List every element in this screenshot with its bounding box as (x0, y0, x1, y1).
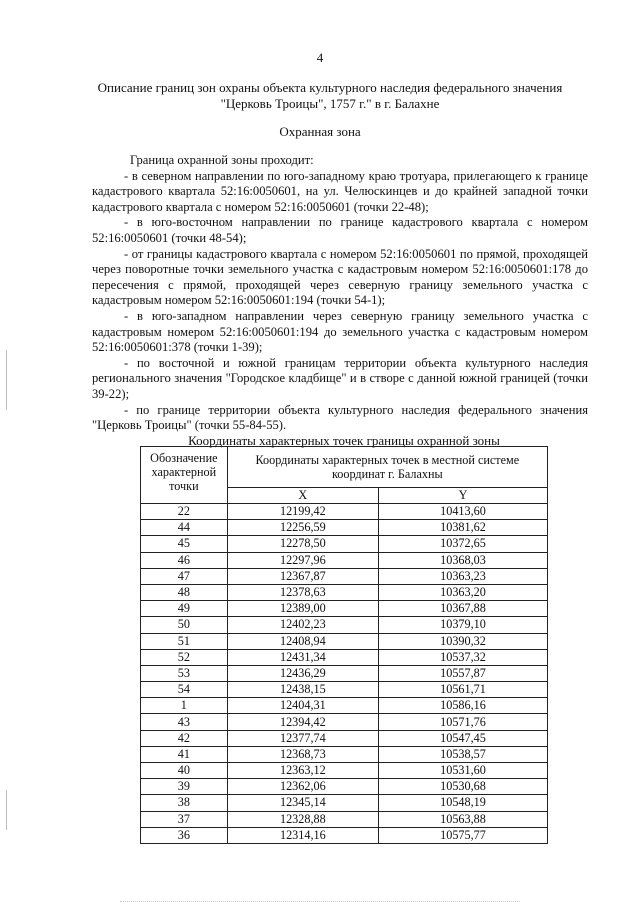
cell-x: 12389,00 (227, 601, 378, 617)
table-row (141, 649, 548, 665)
cell-point: 53 (141, 665, 228, 681)
cell-point: 52 (141, 649, 228, 665)
cell-point: 44 (141, 520, 228, 536)
cell-x: 12345,14 (227, 795, 378, 811)
cell-x: 12199,42 (227, 504, 378, 520)
cell-y: 10547,45 (378, 730, 547, 746)
table-row (141, 811, 548, 827)
cell-point: 39 (141, 779, 228, 795)
cell-y: 10367,88 (378, 601, 547, 617)
cell-point: 40 (141, 763, 228, 779)
cell-x: 12408,94 (227, 633, 378, 649)
cell-x: 12438,15 (227, 682, 378, 698)
boundary-paragraph: - в юго-восточном направлении по границе кадастрового квартала с номером 52:16:0050601 (точки 48-54); (92, 215, 588, 245)
cell-point: 48 (141, 584, 228, 600)
cell-y: 10530,68 (378, 779, 547, 795)
cell-y: 10363,20 (378, 584, 547, 600)
cell-point: 51 (141, 633, 228, 649)
cell-point: 37 (141, 811, 228, 827)
cell-point: 54 (141, 682, 228, 698)
cell-y: 10372,65 (378, 536, 547, 552)
cell-point: 1 (141, 698, 228, 714)
title-line-2: "Церковь Троицы", 1757 г." в г. Балахне (220, 96, 440, 111)
table-row (141, 682, 548, 698)
boundary-description (92, 153, 588, 434)
cell-point: 42 (141, 730, 228, 746)
document-title (60, 80, 600, 112)
cell-point: 50 (141, 617, 228, 633)
table-row (141, 601, 548, 617)
cell-point: 45 (141, 536, 228, 552)
boundary-paragraph: - от границы кадастрового квартала с номером 52:16:0050601 по прямой, проходящей через поворотные точки земельного участка с кадастровым номером 52:16:0050601:178 до пересечения с прямой, проходящей через северную границу земельного участка с кадастровым номером 52:16:0050601:194 (точки 54-1); (92, 246, 588, 308)
table-row (141, 665, 548, 681)
cell-point: 43 (141, 714, 228, 730)
cell-y: 10381,62 (378, 520, 547, 536)
scan-bottom-edge (120, 901, 520, 903)
cell-y: 10563,88 (378, 811, 547, 827)
cell-point: 36 (141, 827, 228, 843)
title-line-1: Описание границ зон охраны объекта культурного наследия федерального значения (97, 80, 563, 95)
cell-y: 10571,76 (378, 714, 547, 730)
table-row (141, 714, 548, 730)
boundary-paragraph: - в юго-западном направлении через северную границу земельного участка с кадастровым номером 52:16:0050601:194 до земельного участка с кадастровым номером 52:16:0050601:378 (точки 1-39); (92, 308, 588, 355)
cell-point: 41 (141, 746, 228, 762)
cell-x: 12367,87 (227, 568, 378, 584)
cell-y: 10538,57 (378, 746, 547, 762)
table-row (141, 763, 548, 779)
cell-x: 12362,06 (227, 779, 378, 795)
cell-x: 12363,12 (227, 763, 378, 779)
header-x: X (227, 488, 378, 504)
cell-point: 49 (141, 601, 228, 617)
page-number: 4 (316, 50, 324, 65)
cell-y: 10531,60 (378, 763, 547, 779)
cell-y: 10557,87 (378, 665, 547, 681)
cell-x: 12328,88 (227, 811, 378, 827)
table-row (141, 779, 548, 795)
table-row (141, 617, 548, 633)
boundary-paragraph: - по восточной и южной границам территории объекта культурного наследия регионального значения "Городское кладбище" и в створе с данной южной границей (точки 39-22); (92, 355, 588, 401)
table-row (141, 584, 548, 600)
table-row (141, 730, 548, 746)
intro-paragraph: Граница охранной зоны проходит: (130, 153, 314, 167)
cell-point: 22 (141, 504, 228, 520)
table-row (141, 520, 548, 536)
cell-y: 10548,19 (378, 795, 547, 811)
header-coordinates: Координаты характерных точек в местной системе координат г. Балахны (227, 447, 547, 488)
cell-point: 46 (141, 552, 228, 568)
cell-x: 12394,42 (227, 714, 378, 730)
cell-x: 12278,50 (227, 536, 378, 552)
boundary-paragraph: - по границе территории объекта культурного наследия федерального значения "Церковь Троицы" (точки 55-84-55). (92, 402, 588, 433)
cell-x: 12378,63 (227, 584, 378, 600)
table-row (141, 698, 548, 714)
cell-y: 10390,32 (378, 633, 547, 649)
boundary-paragraph: - в северном направлении по юго-западному краю тротуара, прилегающего к границе кадастрового квартала 52:16:0050601, на ул. Челюскинцев и до крайней западной точки кадастрового квартала с номером 52:16:0050601 (точки 22-48); (92, 168, 588, 214)
table-row (141, 827, 548, 843)
section-subtitle: Охранная зона (279, 124, 361, 139)
cell-x: 12314,16 (227, 827, 378, 843)
coordinates-body (141, 504, 548, 844)
cell-point: 47 (141, 568, 228, 584)
scan-edge-mark (6, 790, 7, 830)
cell-x: 12297,96 (227, 552, 378, 568)
table-row (141, 552, 548, 568)
cell-x: 12377,74 (227, 730, 378, 746)
table-row (141, 795, 548, 811)
table-row (141, 536, 548, 552)
cell-x: 12256,59 (227, 520, 378, 536)
header-y: Y (378, 488, 547, 504)
table-row (141, 633, 548, 649)
cell-y: 10363,23 (378, 568, 547, 584)
header-point: Обозначение характерной точки (141, 447, 228, 504)
cell-y: 10586,16 (378, 698, 547, 714)
cell-point: 38 (141, 795, 228, 811)
table-row (141, 568, 548, 584)
table-row (141, 746, 548, 762)
cell-y: 10413,60 (378, 504, 547, 520)
cell-x: 12404,31 (227, 698, 378, 714)
cell-x: 12431,34 (227, 649, 378, 665)
cell-y: 10561,71 (378, 682, 547, 698)
scan-edge-mark (6, 350, 7, 410)
cell-y: 10537,32 (378, 649, 547, 665)
cell-x: 12402,23 (227, 617, 378, 633)
coordinates-table (140, 446, 548, 844)
cell-y: 10368,03 (378, 552, 547, 568)
cell-y: 10379,10 (378, 617, 547, 633)
cell-y: 10575,77 (378, 827, 547, 843)
table-caption: Координаты характерных точек границы охранной зоны (188, 433, 500, 448)
cell-x: 12368,73 (227, 746, 378, 762)
table-row (141, 504, 548, 520)
cell-x: 12436,29 (227, 665, 378, 681)
